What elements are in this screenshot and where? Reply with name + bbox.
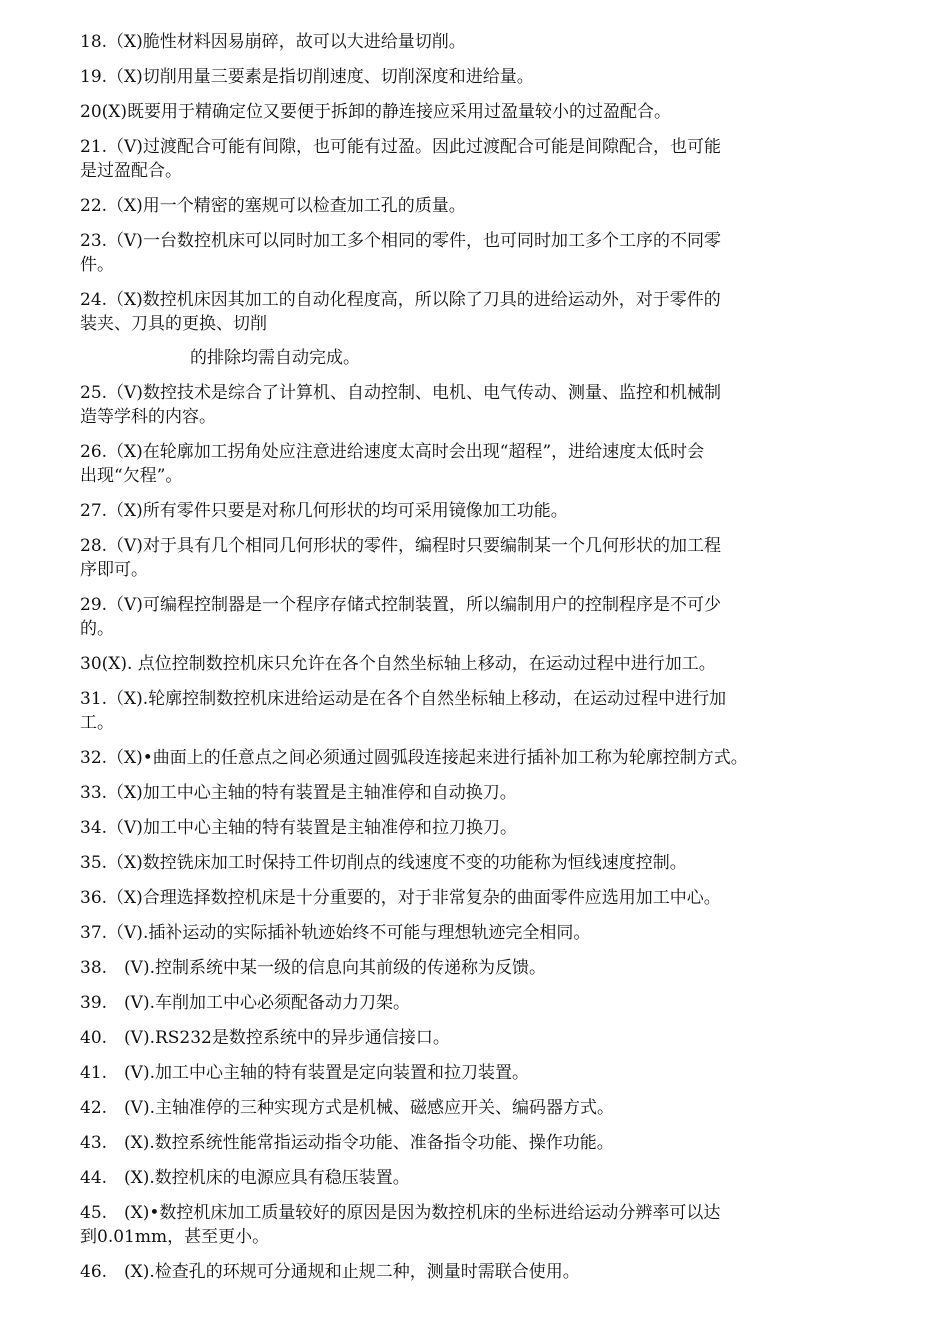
question-text-line: 出现“欠程”。 [80, 466, 183, 486]
question-text-line: 29.（V)可编程控制器是一个程序存储式控制装置，所以编制用户的控制程序是不可少 [80, 595, 721, 615]
question-text-line: 42. (V).主轴准停的三种实现方式是机械、磁感应开关、编码器方式。 [80, 1098, 614, 1118]
question-item [80, 1201, 870, 1249]
question-text-line: 39. (V).车削加工中心必须配备动力刀架。 [80, 993, 410, 1013]
question-item [80, 30, 870, 54]
question-text-line: 24.（X)数控机床因其加工的自动化程度高，所以除了刀具的进给运动外，对于零件的 [80, 290, 721, 310]
question-text-line: 序即可。 [80, 560, 148, 580]
question-text-line: 34.（V)加工中心主轴的特有装置是主轴准停和拉刀换刀。 [80, 818, 517, 838]
question-text-line: 22.（X)用一个精密的塞规可以检查加工孔的质量。 [80, 196, 466, 216]
question-item [80, 816, 870, 840]
question-item [80, 194, 870, 218]
question-text-line: 40. (V).RS232是数控系统中的异步通信接口。 [80, 1028, 450, 1048]
question-item [80, 991, 870, 1015]
question-text-line: 19.（X)切削用量三要素是指切削速度、切削深度和进给量。 [80, 67, 534, 87]
question-text-line: 23.（V)一台数控机床可以同时加工多个相同的零件，也可同时加工多个工序的不同零 [80, 231, 721, 251]
question-text-line: 43. (X).数控系统性能常指运动指令功能、准备指令功能、操作功能。 [80, 1133, 614, 1153]
question-item [80, 65, 870, 89]
question-item [80, 886, 870, 910]
question-item [80, 381, 870, 429]
question-text-line: 造等学科的内容。 [80, 407, 216, 427]
question-item [80, 956, 870, 980]
question-text-line: 25.（V)数控技术是综合了计算机、自动控制、电机、电气传动、测量、监控和机械制 [80, 383, 721, 403]
question-item [80, 746, 870, 770]
question-item [80, 288, 870, 370]
question-item [80, 135, 870, 183]
question-text-line: 36.（X)合理选择数控机床是十分重要的，对于非常复杂的曲面零件应选用加工中心。 [80, 888, 721, 908]
question-item [80, 229, 870, 277]
question-item [80, 1166, 870, 1190]
question-text-line: 45. (X)•数控机床加工质量较好的原因是因为数控机床的坐标进给运动分辨率可以达 [80, 1203, 721, 1223]
question-text-line: 33.（X)加工中心主轴的特有装置是主轴准停和自动换刀。 [80, 783, 517, 803]
question-item [80, 851, 870, 875]
question-text-line: 21.（V)过渡配合可能有间隙，也可能有过盈。因此过渡配合可能是间隙配合，也可能 [80, 137, 721, 157]
question-item [80, 593, 870, 641]
question-text-line: 26.（X)在轮廓加工拐角处应注意进给速度太高时会出现“超程”，进给速度太低时会 [80, 442, 705, 462]
question-text-continuation: 的排除均需自动完成。 [190, 348, 360, 368]
question-item [80, 921, 870, 945]
question-text-line: 31.（X).轮廓控制数控机床进给运动是在各个自然坐标轴上移动，在运动过程中进行加 [80, 689, 727, 709]
question-item [80, 440, 870, 488]
question-text-line: 20(X)既要用于精确定位又要便于拆卸的静连接应采用过盈量较小的过盈配合。 [80, 102, 671, 122]
question-text-line: 28.（V)对于具有几个相同几何形状的零件，编程时只要编制某一个几何形状的加工程 [80, 536, 721, 556]
question-text-line: 是过盈配合。 [80, 161, 182, 181]
question-text-line: 30(X). 点位控制数控机床只允许在各个自然坐标轴上移动，在运动过程中进行加工。 [80, 654, 716, 674]
question-item [80, 1026, 870, 1050]
question-text-line: 37.（V).插补运动的实际插补轨迹始终不可能与理想轨迹完全相同。 [80, 923, 591, 943]
document-page [80, 30, 870, 1295]
question-item [80, 100, 870, 124]
question-item [80, 652, 870, 676]
question-text-line: 件。 [80, 255, 114, 275]
question-item [80, 687, 870, 735]
question-item [80, 1260, 870, 1284]
question-text-line: 44. (X).数控机床的电源应具有稳压装置。 [80, 1168, 410, 1188]
question-item [80, 1061, 870, 1085]
question-item [80, 499, 870, 523]
question-item [80, 781, 870, 805]
question-text-line: 38. (V).控制系统中某一级的信息向其前级的传递称为反馈。 [80, 958, 546, 978]
question-text-line: 35.（X)数控铣床加工时保持工件切削点的线速度不变的功能称为恒线速度控制。 [80, 853, 687, 873]
question-text-line: 46. (X).检查孔的环规可分通规和止规二种，测量时需联合使用。 [80, 1262, 580, 1282]
question-item [80, 1096, 870, 1120]
question-item [80, 1131, 870, 1155]
question-text-line: 工。 [80, 713, 114, 733]
question-text-line: 到0.01mm，甚至更小。 [80, 1227, 270, 1247]
question-text-line: 32.（X)•曲面上的任意点之间必须通过圆弧段连接起来进行插补加工称为轮廓控制方式。 [80, 748, 748, 768]
question-item [80, 534, 870, 582]
question-text-line: 18.（X)脆性材料因易崩碎，故可以大进给量切削。 [80, 32, 466, 52]
question-text-line: 装夹、刀具的更换、切削 [80, 314, 267, 334]
question-text-line: 的。 [80, 619, 114, 639]
question-text-line: 27.（X)所有零件只要是对称几何形状的均可采用镜像加工功能。 [80, 501, 568, 521]
question-text-line: 41. (V).加工中心主轴的特有装置是定向装置和拉刀装置。 [80, 1063, 529, 1083]
